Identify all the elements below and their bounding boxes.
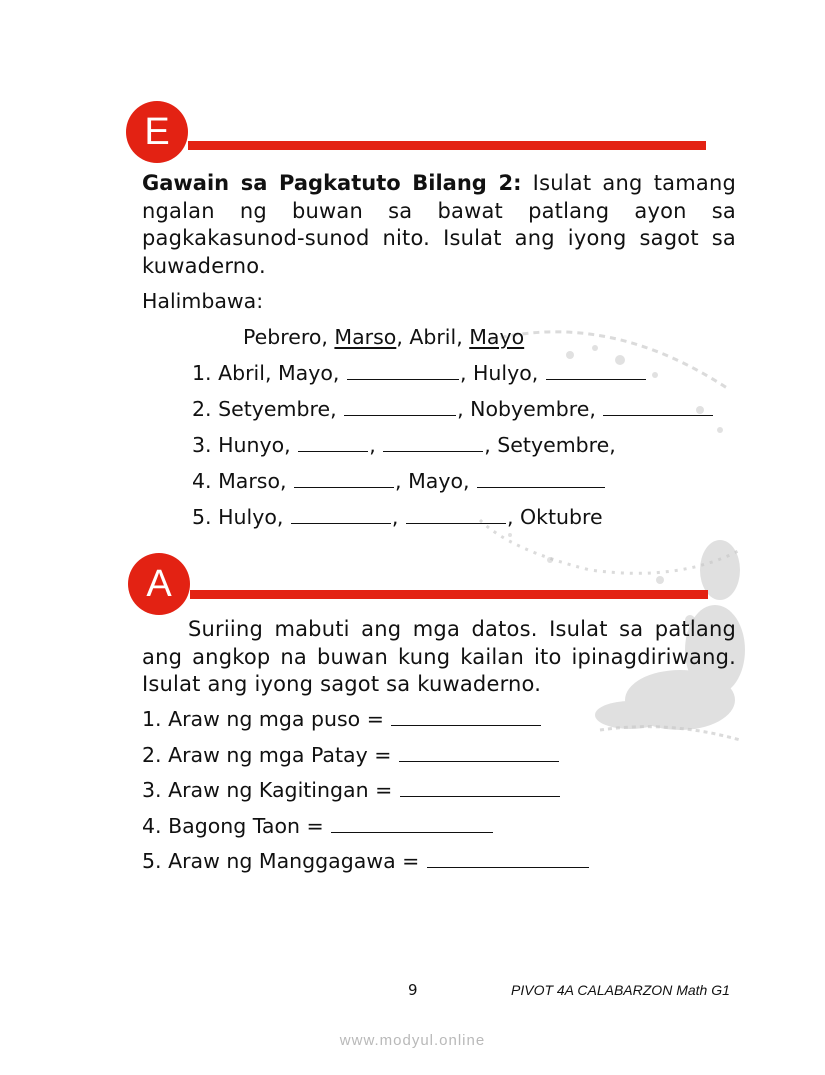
list-item: 3. Araw ng Kagitingan = <box>142 778 561 802</box>
activity-instructions: Isulat ang tamang ngalan ng buwan sa bawat patlang ayon sa pagkakasunod-sunod nito. Isulat ang iyong sagot sa kuwaderno. <box>142 171 736 278</box>
answer-blank <box>347 361 459 380</box>
answer-blank <box>477 469 605 488</box>
answer-blank <box>294 469 394 488</box>
example-label: Halimbawa: <box>142 289 264 313</box>
activity-title: Gawain sa Pagkatuto Bilang 2: <box>142 171 522 195</box>
answer-blank <box>406 505 506 524</box>
section-e-red-rule <box>188 141 706 150</box>
answer-blank <box>298 433 368 452</box>
list-item: 5. Araw ng Manggagawa = <box>142 849 590 873</box>
site-watermark: www.modyul.online <box>339 1032 486 1049</box>
section-a-instructions: Suriing mabuti ang mga datos. Isulat sa patlang ang angkop na buwan kung kailan ito ipinagdiriwang. Isulat ang iyong sagot sa kuwaderno. <box>142 617 736 696</box>
answer-blank <box>291 505 391 524</box>
answer-blank <box>427 849 589 868</box>
list-item: 2. Setyembre, , Nobyembre, <box>192 397 714 421</box>
section-e-badge: E <box>126 101 188 163</box>
list-item: 3. Hunyo, , , Setyembre, <box>192 433 616 457</box>
answer-blank <box>331 814 493 833</box>
list-item: 1. Abril, Mayo, , Hulyo, <box>192 361 647 385</box>
answer-blank <box>344 397 456 416</box>
footer-reference: PIVOT 4A CALABARZON Math G1 <box>511 982 730 998</box>
list-item: 4. Bagong Taon = <box>142 814 494 838</box>
answer-blank <box>546 361 646 380</box>
answer-blank <box>399 743 559 762</box>
example-sequence: Pebrero, Marso, Abril, Mayo <box>243 325 525 349</box>
section-a-badge: A <box>128 553 190 615</box>
list-item: 1. Araw ng mga puso = <box>142 707 542 731</box>
list-item: 2. Araw ng mga Patay = <box>142 743 560 767</box>
answer-blank <box>383 433 483 452</box>
list-item: 4. Marso, , Mayo, <box>192 469 606 493</box>
answer-blank <box>400 778 560 797</box>
page-number: 9 <box>408 981 418 999</box>
answer-blank <box>603 397 713 416</box>
example-answer-marso: Marso <box>334 325 397 349</box>
section-a-red-rule <box>190 590 708 599</box>
answer-blank <box>391 707 541 726</box>
list-item: 5. Hulyo, , , Oktubre <box>192 505 603 529</box>
section-e-instructions <box>142 170 736 280</box>
example-answer-mayo: Mayo <box>469 325 525 349</box>
